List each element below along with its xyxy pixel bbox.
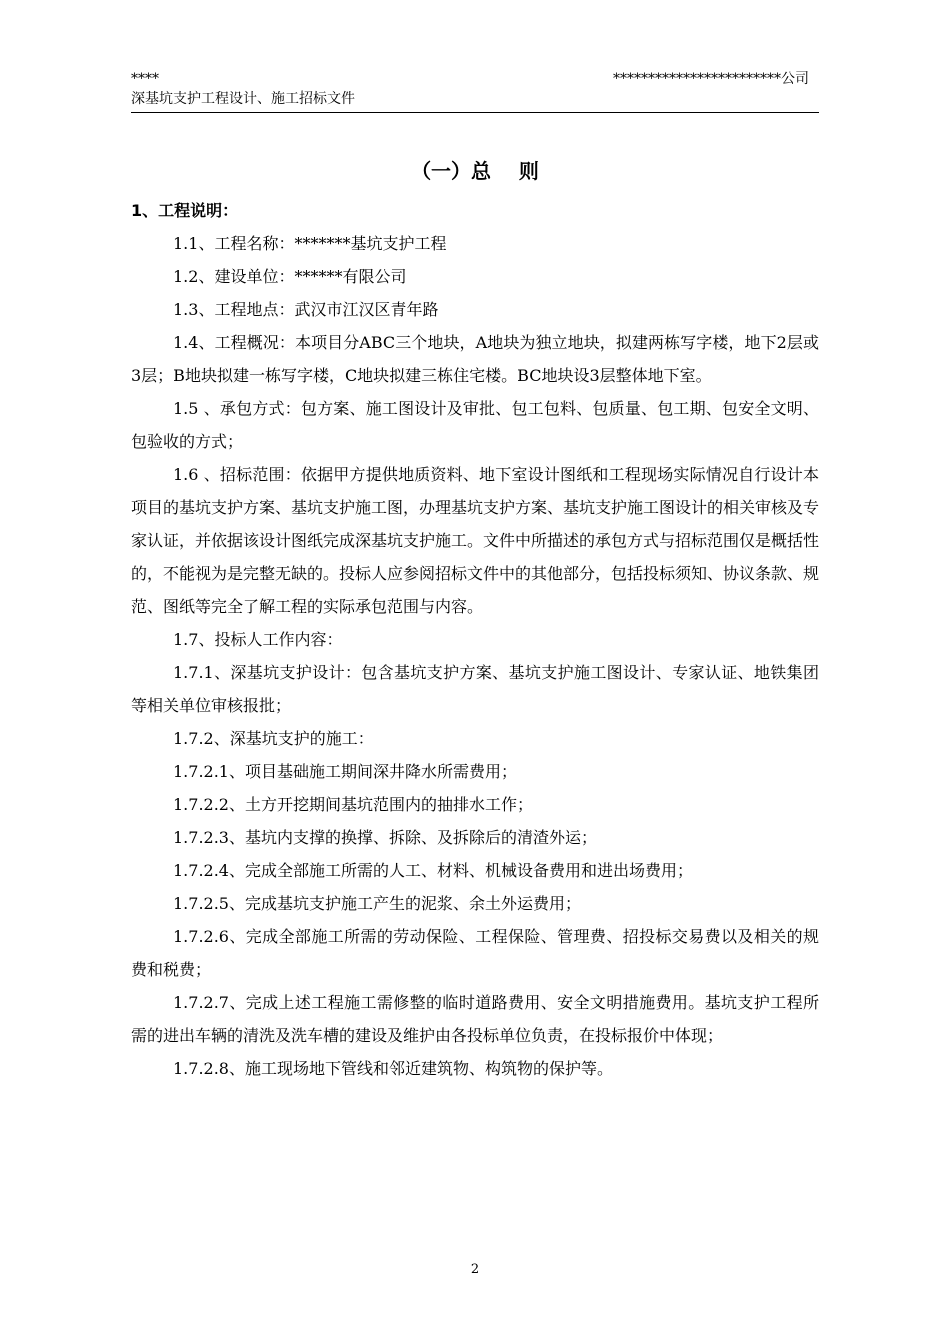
page-number: 2 — [470, 1262, 480, 1277]
paragraph-1-7-2: 1.7.2、深基坑支护的施工： — [173, 729, 374, 748]
paragraph-1-7-1: 1.7.1、深基坑支护设计：包含基坑支护方案、基坑支护施工图设计、专家认证、地铁集团等相关单位审核报批； — [131, 663, 819, 715]
section-heading: 1、工程说明： — [131, 201, 239, 220]
header-left-text: **** — [131, 71, 159, 87]
paragraph-1-1: 1.1、工程名称：*******基坑支护工程 — [173, 234, 447, 253]
paragraph-1-7-2-6: 1.7.2.6、完成全部施工所需的劳动保险、工程保险、管理费、招投标交易费以及相关的规费和税费； — [131, 927, 819, 979]
paragraph-1-7-2-8: 1.7.2.8、施工现场地下管线和邻近建筑物、构筑物的保护等。 — [173, 1059, 613, 1078]
paragraph-1-2: 1.2、建设单位：******有限公司 — [173, 267, 407, 286]
paragraph-1-5: 1.5 、承包方式：包方案、施工图设计及审批、包工包料、包质量、包工期、包安全文明、包验收的方式； — [131, 399, 819, 451]
paragraph-1-4: 1.4、工程概况：本项目分ABC三个地块，A地块为独立地块，拟建两栋写字楼，地下2层或3层；B地块拟建一栋写字楼，C地块拟建三栋住宅楼。BC地块设3层整体地下室。 — [131, 333, 819, 385]
paragraph-1-7: 1.7、投标人工作内容： — [173, 630, 343, 649]
paragraph-1-3: 1.3、工程地点：武汉市江汉区青年路 — [173, 300, 439, 319]
paragraph-1-7-2-3: 1.7.2.3、基坑内支撑的换撑、拆除、及拆除后的清渣外运； — [173, 828, 597, 847]
page-header — [131, 68, 819, 113]
paragraph-1-7-2-1: 1.7.2.1、项目基础施工期间深井降水所需费用； — [173, 762, 517, 781]
paragraph-1-7-2-7: 1.7.2.7、完成上述工程施工需修整的临时道路费用、安全文明措施费用。基坑支护工程所需的进出车辆的清洗及洗车槽的建设及维护由各投标单位负责，在投标报价中体现； — [131, 993, 819, 1045]
header-document-title: 深基坑支护工程设计、施工招标文件 — [131, 91, 355, 107]
header-company-name: ************************公司 — [613, 71, 809, 87]
paragraph-1-7-2-5: 1.7.2.5、完成基坑支护施工产生的泥浆、余土外运费用； — [173, 894, 581, 913]
paragraph-1-7-2-2: 1.7.2.2、土方开挖期间基坑范围内的抽排水工作； — [173, 795, 533, 814]
paragraph-1-6: 1.6 、招标范围：依据甲方提供地质资料、地下室设计图纸和工程现场实际情况自行设计本项目的基坑支护方案、基坑支护施工图，办理基坑支护方案、基坑支护施工图设计的相关审核及专家认证，并依据该设计图纸完成深基坑支护施工。文件中所描述的承包方式与招标范围仅是概括性的，不能视为是完整无缺的。投标人应参阅招标文件中的其他部分，包括投标须知、协议条款、规范、图纸等完全了解工程的实际承包范围与内容。 — [131, 465, 820, 616]
paragraph-1-7-2-4: 1.7.2.4、完成全部施工所需的人工、材料、机械设备费用和进出场费用； — [173, 861, 693, 880]
document-body — [131, 194, 819, 1085]
chapter-title: （一）总 则 — [411, 159, 539, 183]
